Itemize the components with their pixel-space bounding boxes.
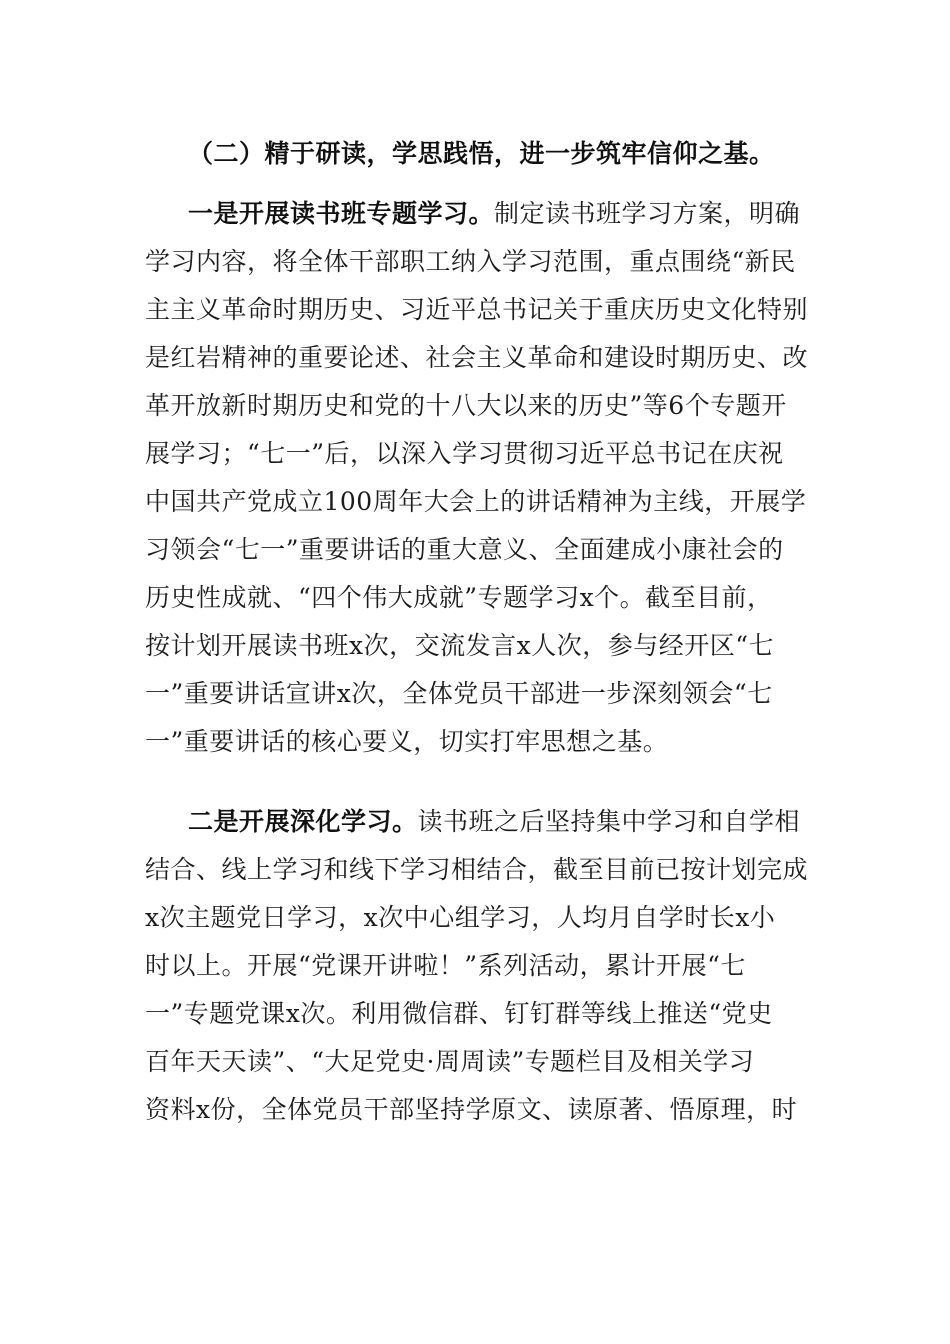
paragraph-1-line-2: 主主义革命时期历史、习近平总书记关于重庆历史文化特别 [145,295,809,324]
paragraph-1-line-7: 习领会“七一”重要讲话的重大意义、全面建成小康社会的 [145,535,784,564]
paragraph-1-line-8: 历史性成就、“四个伟大成就”专题学习x个。截至目前， [145,583,773,612]
paragraph-1-line-1: 学习内容，将全体干部职工纳入学习范围，重点围绕“新民 [145,247,796,276]
paragraph-1-line-11: 一”重要讲话的核心要义，切实打牢思想之基。 [145,727,669,756]
paragraph-1-first-line [188,196,858,232]
paragraph-2-line-6: 资料x份，全体党员干部坚持学原文、读原著、悟原理，时 [145,1095,798,1124]
paragraph-1-line-6: 中国共产党成立100周年大会上的讲话精神为主线，开展学 [145,487,807,516]
paragraph-1-line-0: 制定读书班学习方案，明确 [494,199,801,228]
paragraph-2-line-5: 百年天天读”、“大足党史·周周读”专题栏目及相关学习 [145,1047,755,1076]
paragraph-1-line-4: 革开放新时期历史和党的十八大以来的历史”等6个专题开 [145,391,787,420]
paragraph-1-line-9: 按计划开展读书班x次，交流发言x人次，参与经开区“七 [145,631,774,660]
paragraph-1-line-10: 一”重要讲话宣讲x次，全体党员干部进一步深刻领会“七 [145,679,773,708]
paragraph-1-line-3: 是红岩精神的重要论述、社会主义革命和建设时期历史、改 [145,343,809,372]
paragraph-2-line-2: x次主题党日学习，x次中心组学习，人均月自学时长x小 [145,903,776,932]
paragraph-2-lead: 二是开展深化学习。 [188,807,418,836]
paragraph-2-first-line [188,804,858,840]
paragraph-2-line-3: 时以上。开展“党课开讲啦！”系列活动，累计开展“七 [145,951,746,980]
section-heading: （二）精于研读，学思践悟，进一步筑牢信仰之基。 [188,139,775,168]
paragraph-1-line-5: 展学习；“七一”后，以深入学习贯彻习近平总书记在庆祝 [145,439,784,468]
paragraph-1-lead: 一是开展读书班专题学习。 [188,199,495,228]
paragraph-2-line-4: 一”专题党课x次。利用微信群、钉钉群等线上推送“党史 [145,999,773,1028]
paragraph-2-line-1: 结合、线上学习和线下学习相结合，截至目前已按计划完成 [145,855,809,884]
paragraph-2-line-0: 读书班之后坚持集中学习和自学相 [417,807,801,836]
